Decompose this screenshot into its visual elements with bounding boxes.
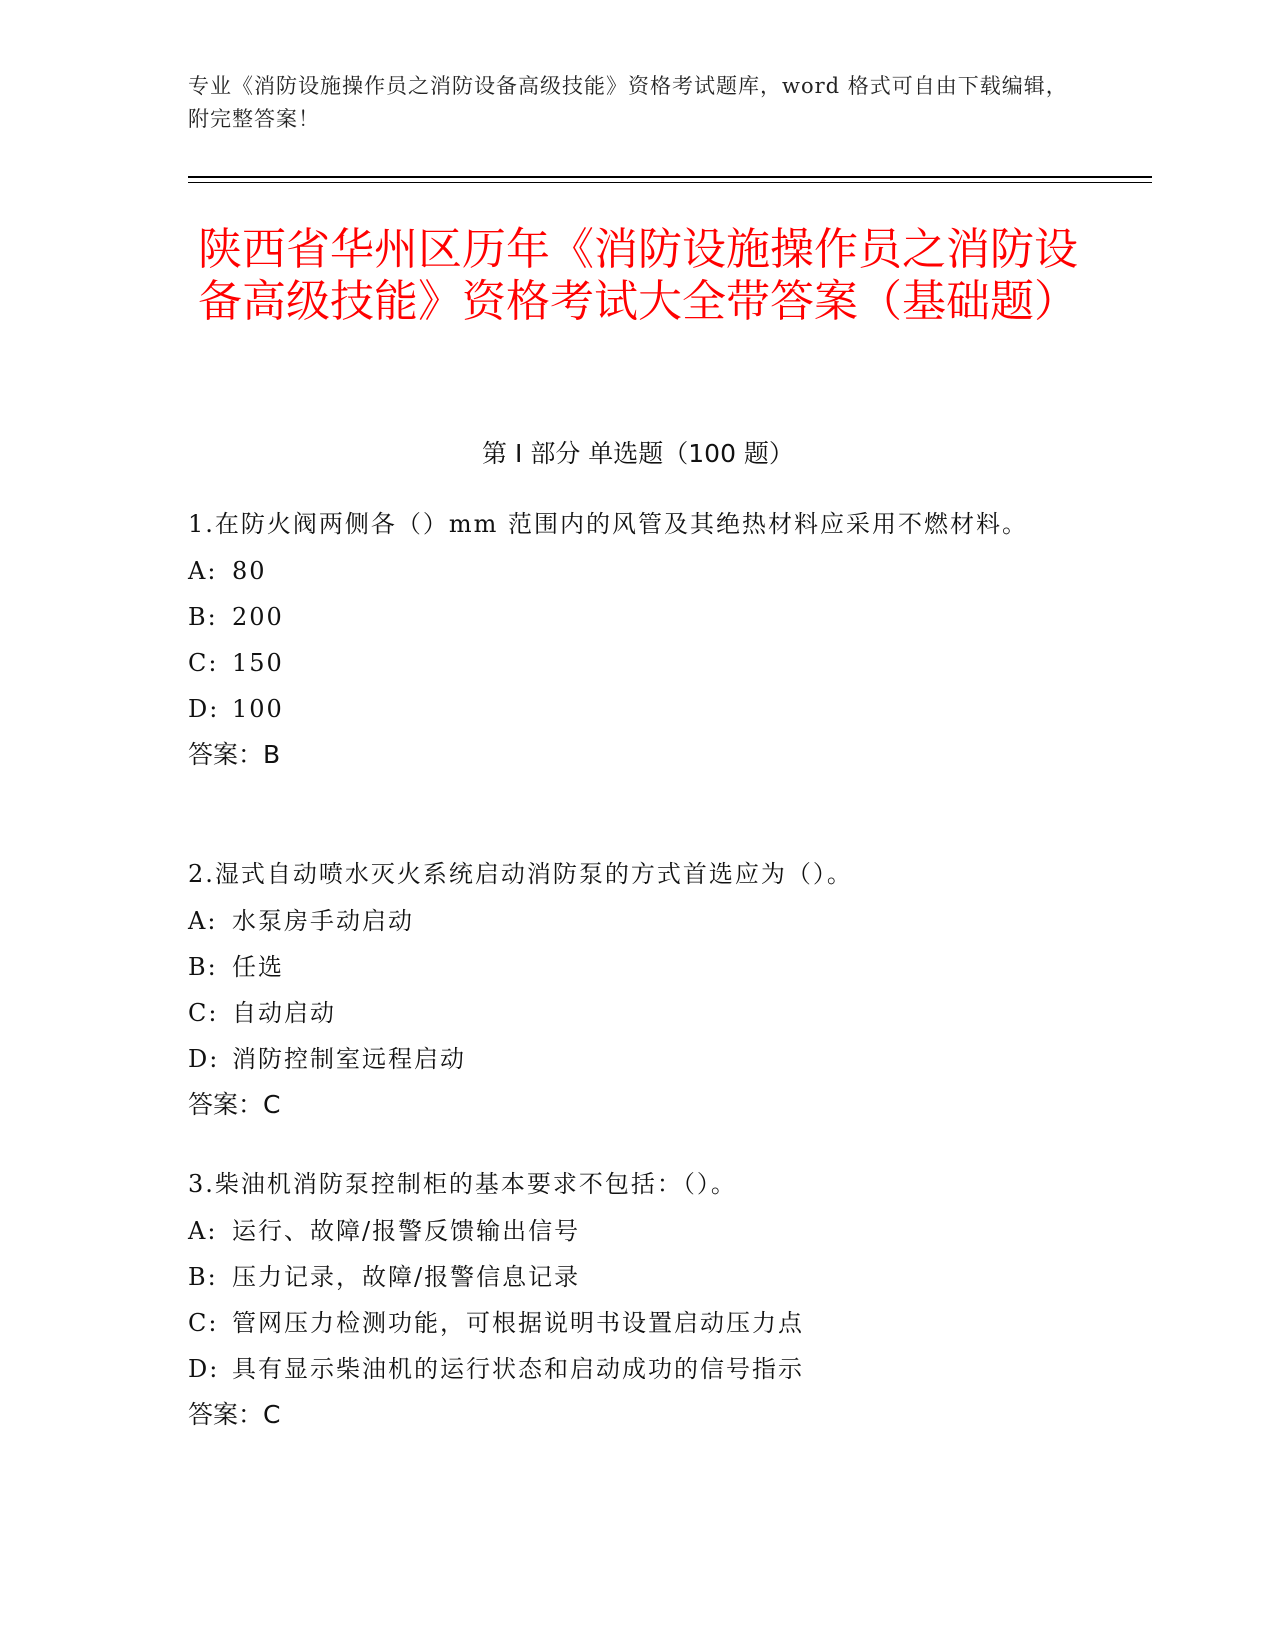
option-d (188, 686, 1088, 732)
section-heading: 第 I 部分 单选题（100 题） (482, 439, 794, 468)
question-stem: 2.湿式自动喷水灭火系统启动消防泵的方式首选应为（）。 (188, 860, 853, 888)
answer: 答案：B (188, 740, 281, 769)
option-letter: D: (188, 1355, 220, 1383)
option-letter: D: (188, 695, 220, 723)
option-letter: A: (188, 557, 218, 585)
option-d (188, 1346, 1088, 1392)
option-text: 100 (232, 695, 284, 723)
option-text: 运行、故障/报警反馈输出信号 (232, 1217, 581, 1245)
option-letter: A: (188, 907, 218, 935)
document-title: 陕西省华州区历年《消防设施操作员之消防设备高级技能》资格考试大全带答案（基础题） (198, 224, 1078, 327)
option-text: 消防控制室远程启动 (232, 1045, 466, 1073)
header-divider-thin (188, 182, 1152, 183)
option-letter: B: (188, 1263, 218, 1291)
option-text: 管网压力检测功能，可根据说明书设置启动压力点 (232, 1309, 804, 1337)
option-text: 具有显示柴油机的运行状态和启动成功的信号指示 (232, 1355, 804, 1383)
question-3 (188, 1160, 1088, 1438)
option-letter: C: (188, 1309, 219, 1337)
option-text: 任选 (232, 953, 284, 981)
option-b (188, 944, 1088, 990)
option-a (188, 1208, 1088, 1254)
header-note: 专业《消防设施操作员之消防设备高级技能》资格考试题库，word 格式可自由下载编辑，附完整答案！ (188, 74, 1068, 131)
option-text: 200 (232, 603, 284, 631)
answer: 答案：C (188, 1400, 281, 1429)
option-text: 自动启动 (232, 999, 336, 1027)
header-divider-thick (188, 176, 1152, 178)
option-text: 150 (232, 649, 284, 677)
option-a (188, 898, 1088, 944)
answer: 答案：C (188, 1090, 281, 1119)
option-letter: B: (188, 603, 218, 631)
option-letter: C: (188, 999, 219, 1027)
question-2 (188, 850, 1088, 1128)
option-d (188, 1036, 1088, 1082)
option-b (188, 1254, 1088, 1300)
option-letter: D: (188, 1045, 220, 1073)
question-stem: 1.在防火阀两侧各（）mm 范围内的风管及其绝热材料应采用不燃材料。 (188, 510, 1029, 538)
question-1 (188, 500, 1088, 778)
option-c (188, 990, 1088, 1036)
option-letter: C: (188, 649, 219, 677)
option-a (188, 548, 1088, 594)
option-letter: B: (188, 953, 218, 981)
option-b (188, 594, 1088, 640)
option-text: 80 (232, 557, 267, 585)
option-c (188, 640, 1088, 686)
option-text: 压力记录，故障/报警信息记录 (232, 1263, 581, 1291)
option-letter: A: (188, 1217, 218, 1245)
option-c (188, 1300, 1088, 1346)
option-text: 水泵房手动启动 (232, 907, 414, 935)
question-stem: 3.柴油机消防泵控制柜的基本要求不包括：（）。 (188, 1170, 737, 1198)
